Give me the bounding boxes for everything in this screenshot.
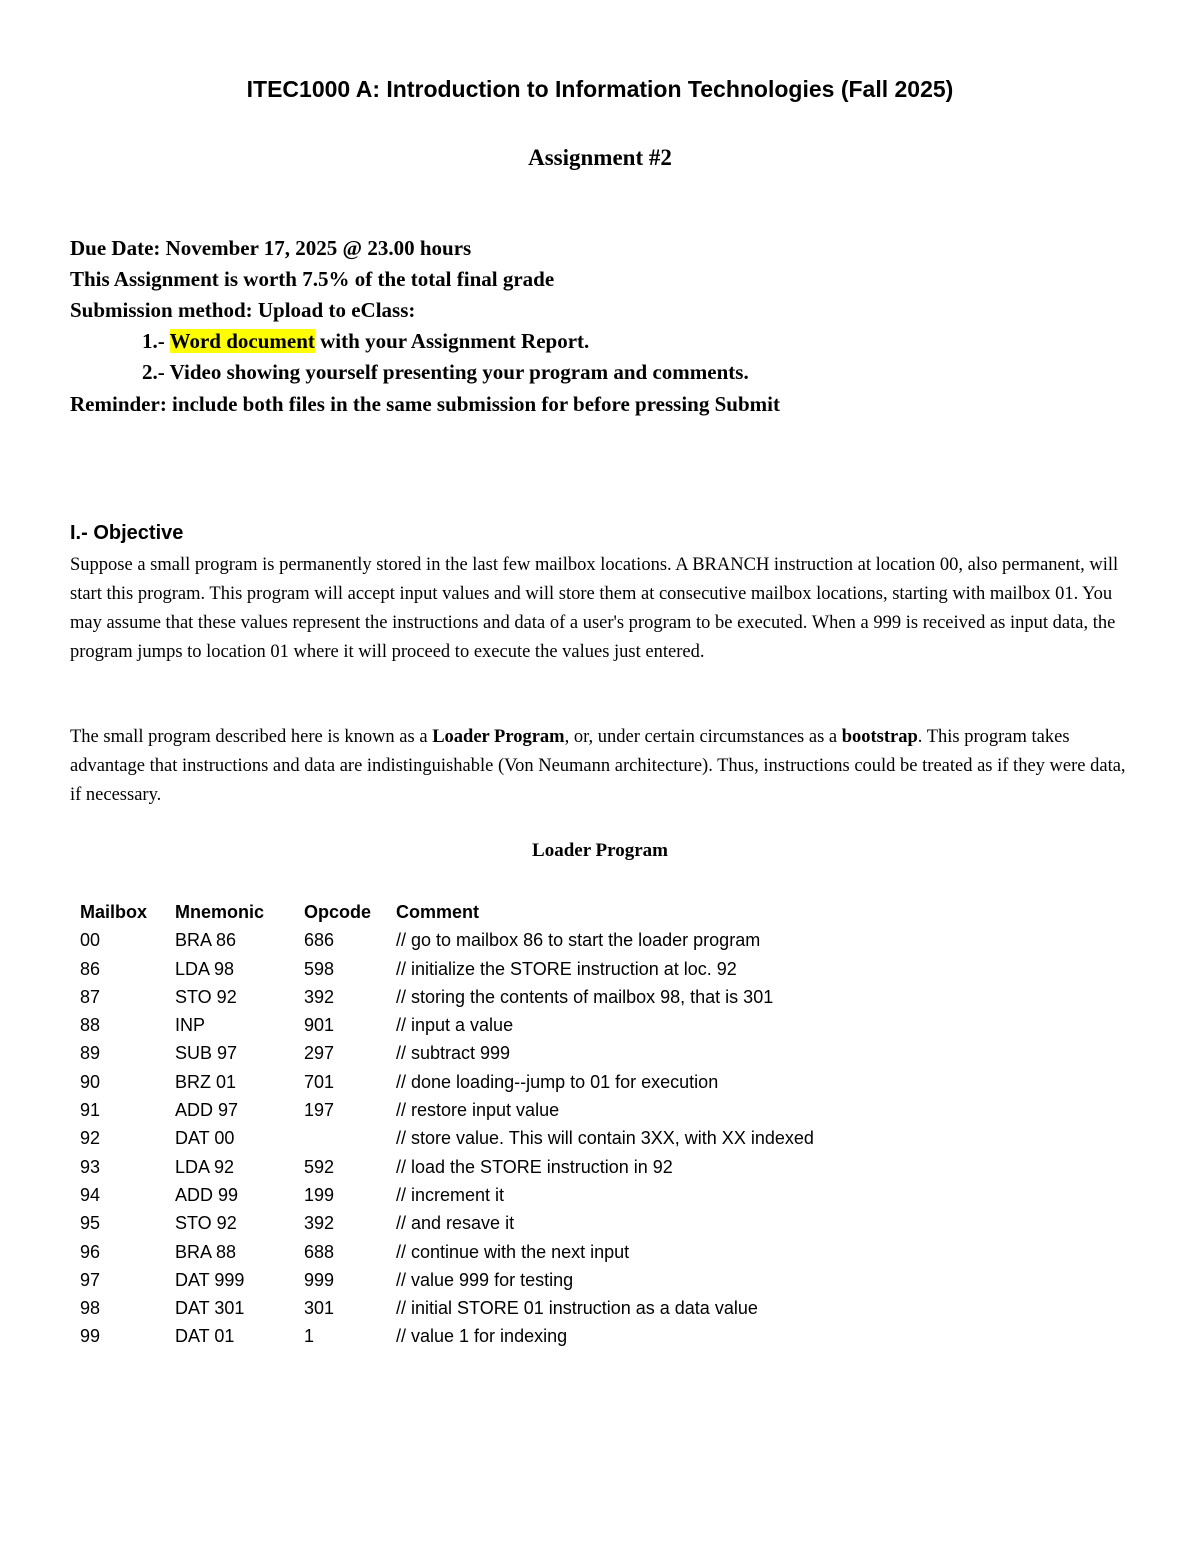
comment-cell: // restore input value	[396, 1100, 560, 1121]
submission-item-2: 2.- Video showing yourself presenting your program and comments.	[142, 360, 749, 384]
para2-text-c: , or, under certain circumstances as a	[564, 727, 842, 747]
mnemonic-cell: DAT 301	[175, 1298, 245, 1319]
table-row	[80, 1068, 896, 1096]
mnemonic-cell: BRZ 01	[175, 1071, 237, 1092]
table-row	[80, 1181, 896, 1209]
mailbox-cell: 95	[80, 1213, 101, 1234]
mailbox-cell: 88	[80, 1015, 101, 1036]
opcode-cell: 392	[304, 986, 335, 1007]
mnemonic-cell: STO 92	[175, 986, 237, 1007]
item1-prefix: 1.-	[142, 329, 170, 353]
mailbox-cell: 99	[80, 1326, 101, 1347]
submission-method: Submission method: Upload to eClass:	[70, 298, 416, 322]
comment-cell: // store value. This will contain 3XX, with XX indexed	[396, 1128, 814, 1149]
comment-cell: // load the STORE instruction in 92	[396, 1156, 673, 1177]
comment-cell: // increment it	[396, 1184, 505, 1205]
opcode-cell: 999	[304, 1269, 335, 1290]
table-row	[80, 1011, 896, 1039]
mailbox-cell: 87	[80, 986, 101, 1007]
table-row	[80, 1124, 896, 1152]
comment-cell: // initial STORE 01 instruction as a data value	[396, 1298, 758, 1319]
objective-paragraph-2	[70, 723, 1132, 810]
opcode-cell: 592	[304, 1156, 335, 1177]
comment-cell: // value 999 for testing	[396, 1269, 574, 1290]
mailbox-cell: 94	[80, 1184, 101, 1205]
table-row	[80, 1294, 896, 1322]
opcode-cell: 392	[304, 1213, 335, 1234]
para2-text-a: The small program described here is known as a	[70, 727, 433, 747]
comment-cell: // value 1 for indexing	[396, 1326, 568, 1347]
opcode-cell	[304, 1124, 396, 1152]
opcode-cell: 688	[304, 1241, 335, 1262]
table-row	[80, 1039, 896, 1067]
mailbox-cell: 93	[80, 1156, 101, 1177]
word-document-highlight: Word document	[169, 329, 315, 353]
table-row	[80, 1096, 896, 1124]
comment-cell: // storing the contents of mailbox 98, that is 301	[396, 986, 774, 1007]
mnemonic-cell: DAT 00	[175, 1128, 235, 1149]
table-row	[80, 1266, 896, 1294]
objective-paragraph-1: Suppose a small program is permanently stored in the last few mailbox locations. A BRANCH instruction at location 00, also permanent, will start this program. This program will accept input values and will store them at consecutive mailbox locations, starting with mailbox 01. You may assume that these values represent the instructions and data of a user's program to be executed. When a 999 is received as input data, the program jumps to location 01 where it will proceed to execute the values just entered.	[70, 555, 1119, 662]
objective-heading: I.- Objective	[70, 522, 184, 544]
mailbox-cell: 00	[80, 930, 101, 951]
table-row	[80, 1153, 896, 1181]
grade-weight: This Assignment is worth 7.5% of the total final grade	[70, 267, 555, 291]
opcode-cell: 197	[304, 1100, 335, 1121]
comment-cell: // input a value	[396, 1015, 514, 1036]
table-header-row	[80, 898, 896, 926]
opcode-cell: 598	[304, 958, 335, 979]
bootstrap-term: bootstrap	[841, 727, 918, 747]
mailbox-cell: 97	[80, 1269, 101, 1290]
column-header-comment: Comment	[396, 902, 480, 922]
comment-cell: // subtract 999	[396, 1043, 511, 1064]
opcode-cell: 199	[304, 1184, 335, 1205]
mnemonic-cell: INP	[175, 1015, 206, 1036]
mailbox-cell: 92	[80, 1128, 101, 1149]
table-row	[80, 1322, 896, 1350]
table-row	[80, 955, 896, 983]
para2-text-e: . This program takes advantage that instructions and data are indistinguishable (Von Neumann architecture). Thus, instructions could be treated as if they were data, if necessary.	[70, 727, 1126, 805]
column-header-opcode: Opcode	[304, 902, 372, 922]
opcode-cell: 901	[304, 1015, 335, 1036]
mnemonic-cell: BRA 88	[175, 1241, 237, 1262]
course-title: ITEC1000 A: Introduction to Information Technologies (Fall 2025)	[246, 76, 954, 102]
opcode-cell: 1	[304, 1326, 315, 1347]
opcode-cell: 701	[304, 1071, 335, 1092]
assignment-title: Assignment #2	[528, 145, 672, 170]
loader-program-term: Loader Program	[432, 727, 565, 747]
comment-cell: // and resave it	[396, 1213, 515, 1234]
mnemonic-cell: SUB 97	[175, 1043, 238, 1064]
comment-cell: // initialize the STORE instruction at loc. 92	[396, 958, 737, 979]
opcode-cell: 301	[304, 1298, 335, 1319]
mnemonic-cell: STO 92	[175, 1213, 237, 1234]
mailbox-cell: 90	[80, 1071, 101, 1092]
mnemonic-cell: LDA 92	[175, 1156, 235, 1177]
table-row	[80, 983, 896, 1011]
table-row	[80, 926, 896, 954]
comment-cell: // continue with the next input	[396, 1241, 630, 1262]
mailbox-cell: 89	[80, 1043, 101, 1064]
reminder: Reminder: include both files in the same submission for before pressing Submit	[70, 392, 780, 416]
mnemonic-cell: BRA 86	[175, 930, 237, 951]
mnemonic-cell: LDA 98	[175, 958, 235, 979]
opcode-cell: 297	[304, 1043, 335, 1064]
mnemonic-cell: ADD 97	[175, 1100, 239, 1121]
mailbox-cell: 86	[80, 958, 101, 979]
item1-rest: with your Assignment Report.	[314, 329, 590, 353]
comment-cell: // go to mailbox 86 to start the loader program	[396, 930, 761, 951]
mailbox-cell: 96	[80, 1241, 101, 1262]
loader-program-table	[80, 898, 896, 1351]
column-header-mnemonic: Mnemonic	[175, 902, 265, 922]
mailbox-cell: 98	[80, 1298, 101, 1319]
column-header-mailbox: Mailbox	[80, 902, 148, 922]
opcode-cell: 686	[304, 930, 335, 951]
due-date: Due Date: November 17, 2025 @ 23.00 hours	[70, 236, 472, 260]
loader-program-title: Loader Program	[532, 840, 668, 861]
table-body	[80, 926, 896, 1350]
table-row	[80, 1209, 896, 1237]
comment-cell: // done loading--jump to 01 for execution	[396, 1071, 719, 1092]
mnemonic-cell: DAT 999	[175, 1269, 245, 1290]
table-row	[80, 1238, 896, 1266]
mnemonic-cell: DAT 01	[175, 1326, 235, 1347]
submission-item-1	[142, 327, 589, 355]
mnemonic-cell: ADD 99	[175, 1184, 239, 1205]
mailbox-cell: 91	[80, 1100, 101, 1121]
